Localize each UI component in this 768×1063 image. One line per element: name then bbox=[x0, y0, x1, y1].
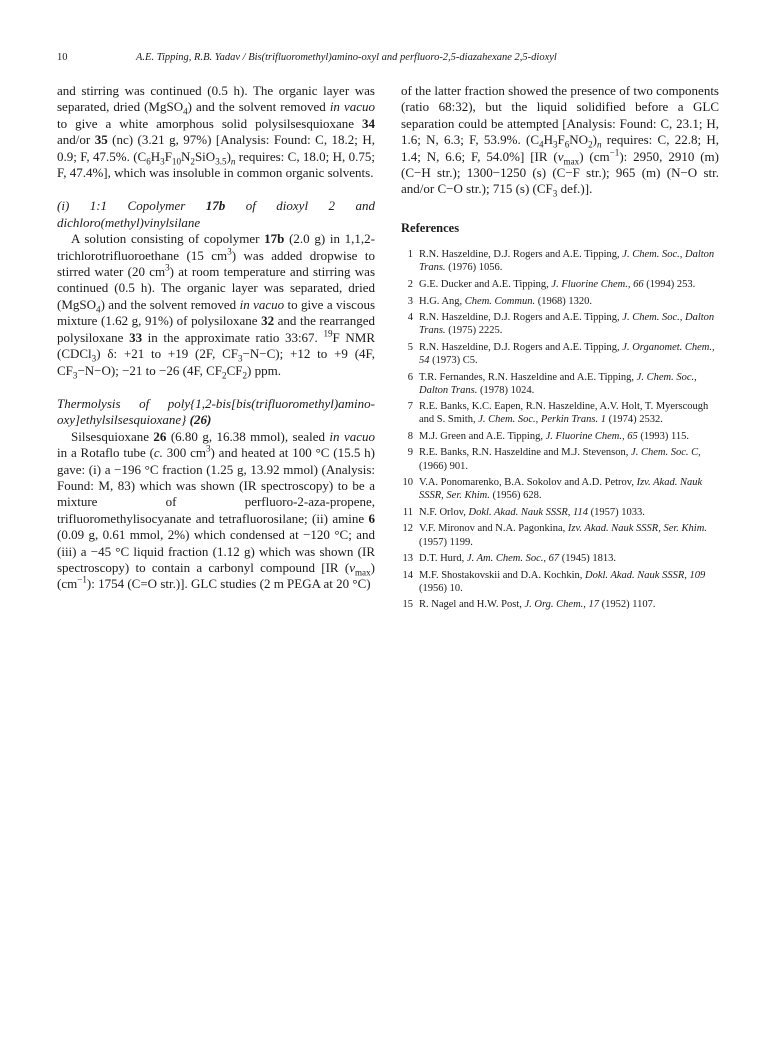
reference-item bbox=[401, 430, 719, 443]
reference-citation: (1974) 2532. bbox=[605, 414, 663, 426]
left-column bbox=[57, 83, 375, 593]
reference-number: 4 bbox=[407, 312, 413, 324]
reference-citation: (1957) 1199. bbox=[419, 536, 473, 548]
reference-citation: (1993) 115. bbox=[637, 430, 689, 442]
reference-number: 5 bbox=[407, 341, 413, 353]
reference-citation: (1956) 10. bbox=[419, 582, 463, 594]
reference-journal: Izv. Akad. Nauk SSSR, Ser. Khim. bbox=[419, 477, 703, 502]
reference-number: 13 bbox=[402, 553, 413, 565]
references-list bbox=[401, 248, 719, 611]
reference-journal: J. Am. Chem. Soc., 67 bbox=[466, 553, 560, 565]
reference-authors: R.E. Banks, K.C. Eapen, R.N. Haszeldine, A.V. Holt, T. Myerscough and S. Smith, bbox=[419, 401, 709, 426]
reference-number: 7 bbox=[407, 401, 413, 413]
reference-journal: Dokl. Akad. Nauk SSSR, 114 bbox=[468, 506, 588, 518]
reference-item bbox=[401, 311, 719, 337]
reference-citation: (1966) 901. bbox=[419, 460, 468, 472]
reference-citation: (1945) 1813. bbox=[559, 553, 617, 565]
reference-authors: R.N. Haszeldine, D.J. Rogers and A.E. Tipping, bbox=[419, 341, 623, 353]
reference-authors: T.R. Fernandes, R.N. Haszeldine and A.E. Tipping, bbox=[419, 371, 637, 383]
paragraph-thermolysis: Silsesquioxane 26 (6.80 g, 16.38 mmol), sealed in vacuo in a Rotaflo tube (c. 300 $cm^3$) and heated at 100 °C (15.5 h) gave: (i) a −196 °C fraction (1.25 g, 13.92 mmol) (Analysis: Found: M, 83) which was shown (IR spectroscopy) to be a mixture of perfluoro-2-aza-propene, trifluoromethylisocyanate and tetrafluorosilane; (ii) amine 6 (0.09 g, 0.61 mmol, 2%) which condensed at −120 °C; and (iii) a −45 °C liquid fraction (1.12 g) which was shown (IR spectroscopy) to contain a carbonyl compound [IR $(\nu_{max})$ $(cm^{-1})$: 1754 (C=O str.)]. GLC studies (2 m PEGA at 20 °C) bbox=[57, 428, 376, 592]
reference-journal: Dokl. Akad. Nauk SSSR, 109 bbox=[585, 569, 706, 581]
reference-citation: (1968) 1320. bbox=[535, 295, 592, 307]
paragraph-continued: and stirring was continued (0.5 h). The organic layer was separated, dried (MgSO$_4$) and the solvent removed in vacuo to give a white amorphous solid polysilsesquioxane 34 and/or 35 (nc) (3.21 g, 97%) [Analysis: Found: C, 18.2; H, 0.9; F, 47.5%. $(C_6H_3F_{10}N_2SiO_{3.5})_n$ requires: C, 18.0; H, 0.75; F, 47.4%], which was insoluble in common organic solvents. bbox=[57, 83, 375, 181]
reference-number: 2 bbox=[407, 278, 413, 290]
reference-number: 1 bbox=[407, 249, 413, 261]
reference-authors: D.T. Hurd, bbox=[419, 553, 467, 565]
reference-citation: (1952) 1107. bbox=[599, 599, 656, 611]
reference-authors: M.F. Shostakovskii and D.A. Kochkin, bbox=[419, 569, 585, 581]
reference-number: 14 bbox=[402, 569, 413, 581]
reference-item bbox=[401, 341, 719, 367]
reference-item bbox=[401, 400, 719, 426]
reference-journal: J. Chem. Soc., Dalton Trans. bbox=[419, 312, 715, 337]
reference-item bbox=[401, 552, 719, 565]
reference-authors: R.E. Banks, R.N. Haszeldine and M.J. Stevenson, bbox=[419, 447, 632, 459]
reference-journal: J. Org. Chem., 17 bbox=[524, 599, 600, 611]
reference-authors: R.N. Haszeldine, D.J. Rogers and A.E. Tipping, bbox=[419, 312, 623, 324]
reference-item bbox=[401, 522, 719, 548]
reference-journal: J. Organomet. Chem., 54 bbox=[419, 341, 715, 366]
reference-authors: V.A. Ponomarenko, B.A. Sokolov and A.D. Petrov, bbox=[419, 477, 637, 489]
paragraph-glc-analysis: of the latter fraction showed the presence of two components (ratio 68:32), but the liquid solidified before a GLC separation could be attempted [Analysis: Found: C, 23.1; H, 1.6; N, 6.3; F, 53.9%. $(C_4H_3F_6NO_2)_n$ requires: C, 22.8; H, 1.4; N, 6.6; F, 54.0%] [IR $(\nu_{max})$ $(cm^{-1})$: 2950, 2910 (m) (C−H str.); 1300−1250 (s) (C−F str.); 965 (m) (N−O str. and/or C−O str.); 715 (s) ($CF_3$ def.)]. bbox=[401, 83, 719, 200]
reference-journal: Chem. Commun. bbox=[464, 295, 536, 307]
reference-item bbox=[401, 598, 719, 611]
reference-item bbox=[401, 506, 719, 519]
page-number: 10 bbox=[57, 52, 68, 63]
reference-item bbox=[401, 569, 719, 595]
reference-journal: Izv. Akad. Nauk SSSR, Ser. Khim. bbox=[567, 523, 707, 535]
reference-item bbox=[401, 295, 719, 308]
reference-number: 8 bbox=[407, 430, 413, 442]
reference-citation: (1994) 253. bbox=[643, 278, 696, 290]
reference-authors: M.J. Green and A.E. Tipping, bbox=[419, 430, 546, 442]
reference-number: 12 bbox=[402, 523, 413, 535]
paragraph-copolymer: A solution consisting of copolymer 17b (2.0 g) in 1,1,2-trichlorotrifluoroethane (15 $cm^3$) was added dropwise to stirred water (20 $cm^3$) at room temperature and stirring was continued (0.5 h). The organic layer was separated, dried (MgSO$_4$) and the solvent removed in vacuo to give a viscous mixture (1.62 g, 91%) of polysiloxane 32 and the rearranged polysiloxane 33 in the approximate ratio 33:67. $^{19}$F NMR (CDCl$_3$) δ: +21 to +19 (2F, $CF_3-N-C$); +12 to +9 (4F, $CF_3-N-O$); −21 to −26 (4F, $CF_2CF_2$) ppm. bbox=[57, 231, 376, 381]
reference-number: 11 bbox=[402, 506, 413, 518]
reference-authors: R.N. Haszeldine, D.J. Rogers and A.E. Tipping, bbox=[419, 249, 623, 261]
reference-number: 10 bbox=[402, 477, 413, 489]
section-heading-thermolysis: Thermolysis of poly{1,2-bis[bis(trifluoromethyl)amino-oxy]ethylsilsesquioxane} (26) bbox=[57, 395, 375, 428]
reference-citation: (1956) 628. bbox=[489, 490, 542, 502]
reference-number: 9 bbox=[407, 447, 413, 459]
reference-authors: V.F. Mironov and N.A. Pagonkina, bbox=[419, 523, 568, 535]
references-heading: References bbox=[401, 220, 460, 235]
reference-journal: J. Fluorine Chem., 66 bbox=[551, 278, 644, 290]
reference-journal: J. Chem. Soc., Dalton Trans. bbox=[419, 249, 715, 274]
reference-authors: R. Nagel and H.W. Post, bbox=[419, 599, 525, 611]
reference-number: 3 bbox=[407, 295, 413, 307]
reference-authors: N.F. Orlov, bbox=[419, 506, 469, 518]
reference-journal: J. Fluorine Chem., 65 bbox=[545, 430, 638, 442]
reference-authors: G.E. Ducker and A.E. Tipping, bbox=[419, 278, 552, 290]
reference-citation: (1975) 2225. bbox=[445, 325, 503, 337]
reference-citation: (1978) 1024. bbox=[477, 384, 535, 396]
running-head: A.E. Tipping, R.B. Yadav / Bis(trifluoromethyl)amino-oxyl and perfluoro-2,5-diazahexane 2,5-dioxyl bbox=[136, 52, 557, 63]
reference-item bbox=[401, 476, 719, 502]
reference-item bbox=[401, 248, 719, 274]
reference-citation: (1973) C5. bbox=[429, 354, 478, 366]
section-heading-copolymer: (i) 1:1 Copolymer 17b of dioxyl 2 and dichloro(methyl)vinylsilane bbox=[57, 198, 375, 230]
reference-item bbox=[401, 278, 719, 291]
reference-item bbox=[401, 371, 719, 397]
reference-journal: J. Chem. Soc. C, bbox=[631, 447, 701, 459]
reference-journal: J. Chem. Soc., Dalton Trans. bbox=[419, 371, 697, 396]
reference-number: 6 bbox=[407, 371, 413, 383]
reference-item bbox=[401, 446, 719, 472]
reference-authors: H.G. Ang, bbox=[419, 295, 465, 307]
reference-journal: J. Chem. Soc., Perkin Trans. 1 bbox=[478, 414, 606, 426]
right-column bbox=[401, 83, 719, 615]
reference-citation: (1957) 1033. bbox=[588, 506, 645, 518]
reference-number: 15 bbox=[402, 599, 413, 611]
reference-citation: (1976) 1056. bbox=[445, 262, 503, 274]
running-header bbox=[57, 50, 712, 66]
